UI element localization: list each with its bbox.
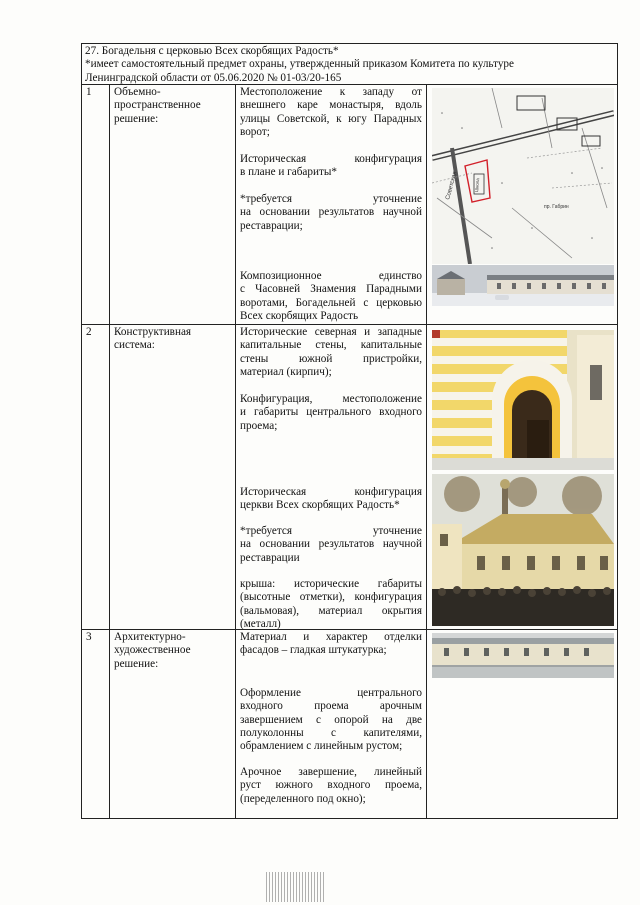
svg-text:пр. Габрин: пр. Габрин: [544, 204, 569, 210]
roof-paragraph: крыша: исторические габариты (высотные отметки), конфигурация (вальмовая), материал окрытия (металл): [240, 578, 422, 630]
clarification-note: *требуется уточнение на основании результатов научной реставрации: [240, 525, 422, 564]
entrance-configuration-paragraph: Конфигурация, местоположение и габариты центрального входного проема;: [240, 393, 422, 432]
row-category: Архитектурно- художественное решение:: [114, 631, 191, 670]
header-title: 27. Богадельня с церковью Всех скорбящих Радость*: [85, 45, 339, 57]
binding-mark: [266, 872, 326, 902]
entrance-arch-photo: [432, 330, 614, 470]
facade-photo: [432, 633, 614, 678]
row-number: 3: [86, 631, 92, 643]
svg-text:Советская: Советская: [445, 170, 459, 201]
church-configuration-paragraph: Историческая конфигурация церкви Всех скорбящих Радость*: [240, 486, 422, 512]
row-category: Конструктивная система:: [114, 326, 192, 352]
svg-text:Школа: Школа: [474, 178, 481, 193]
central-entrance-paragraph: Оформление центрального входного проема арочным завершением с опорой на две полуколонны с капителями, обрамлением с линейным рустом;: [240, 687, 422, 753]
church-historic-photo: [432, 474, 614, 626]
header-note: *имеет самостоятельный предмет охраны, утвержденный приказом Комитета по культуре: [85, 58, 514, 71]
column-divider: [426, 84, 427, 818]
row-divider: [82, 84, 617, 85]
clarification-note: *требуется уточнение на основании результатов научной реставрации;: [240, 193, 422, 232]
row-category: Объемно- пространственное решение:: [114, 86, 201, 125]
plan-configuration-paragraph: Историческая конфигурация в плане и габариты*: [240, 153, 422, 179]
composition-paragraph: Композиционное единство с Часовней Знамения Парадными воротами, Богадельней с церковью Всех скорбящих Радость: [240, 270, 422, 322]
column-divider: [109, 84, 110, 818]
ensemble-photo: [432, 265, 614, 306]
site-plan-map: [432, 88, 614, 264]
location-paragraph: Местоположение к западу от внешнего каре монастыря, вдоль улицы Советской, к югу Парадных ворот;: [240, 86, 422, 138]
protection-subject-table: [81, 43, 618, 819]
row-number: 1: [86, 86, 92, 98]
row-number: 2: [86, 326, 92, 338]
walls-paragraph: Исторические северная и западные капитальные стены, капитальные стены южной пристройки, материал (кирпич);: [240, 326, 422, 378]
row-divider: [82, 324, 617, 325]
table-header: [85, 45, 615, 85]
south-entrance-paragraph: Арочное завершение, линейный руст южного входного проема, (переделенного под окно);: [240, 766, 422, 805]
header-order: Ленинградской области от 05.06.2020 № 01-03/20-165: [85, 71, 342, 84]
column-divider: [235, 84, 236, 818]
facade-finish-paragraph: Материал и характер отделки фасадов – гладкая штукатурка;: [240, 631, 422, 657]
